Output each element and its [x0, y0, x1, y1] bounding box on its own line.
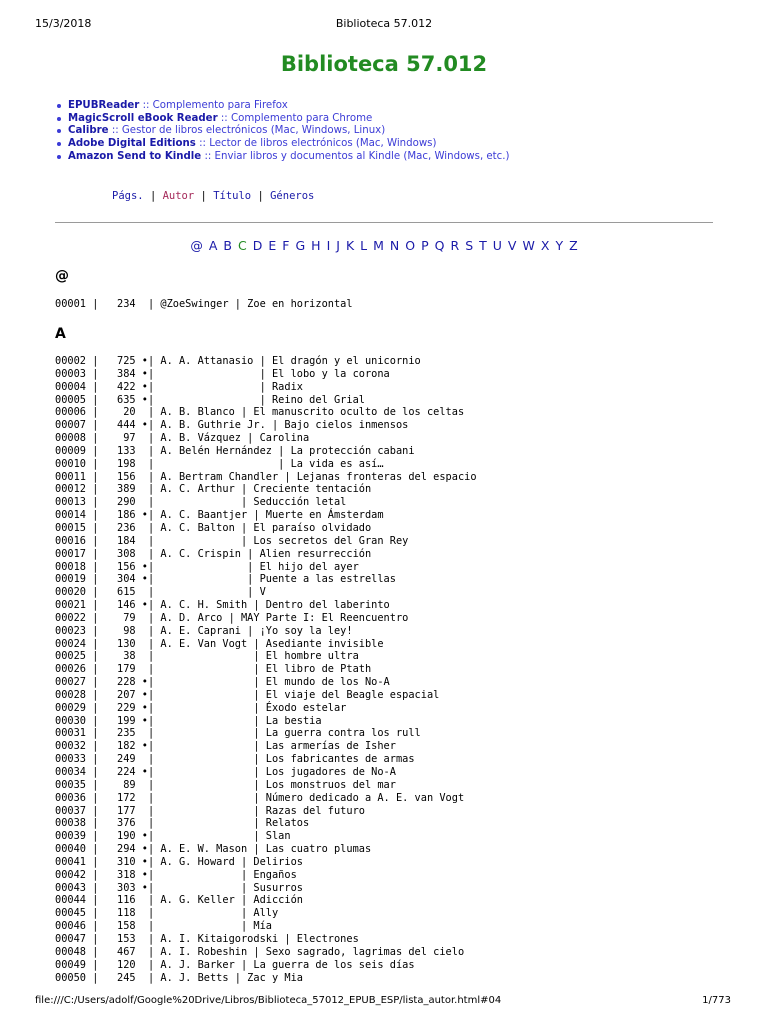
- book-row: 00009 | 133 | A. Belén Hernández | La protección cabani: [55, 444, 415, 457]
- nav-pages-link[interactable]: Págs.: [112, 190, 144, 202]
- alpha-link-m[interactable]: M: [373, 238, 384, 253]
- alpha-link-g[interactable]: G: [295, 238, 306, 253]
- book-row: 00027 | 228 •| | El mundo de los No-A: [55, 676, 390, 689]
- alpha-link-b[interactable]: B: [223, 238, 232, 253]
- alpha-link-v[interactable]: V: [507, 238, 517, 253]
- book-row: 00017 | 308 | A. C. Crispin | Alien resurrección: [55, 547, 372, 560]
- book-row: 00039 | 190 •| | Slan: [55, 830, 291, 843]
- book-row: 00034 | 224 •| | Los jugadores de No-A: [55, 766, 396, 778]
- alpha-link-z[interactable]: Z: [569, 238, 578, 253]
- page-title: Biblioteca 57.012: [280, 52, 488, 76]
- alpha-link-q[interactable]: Q: [434, 238, 445, 253]
- book-row: 00010 | 198 | | La vida es así…: [55, 457, 384, 470]
- section-heading-at: @: [55, 268, 69, 284]
- nav-title-link[interactable]: Título: [213, 190, 252, 202]
- alpha-link-t[interactable]: T: [479, 238, 487, 253]
- alpha-link-n[interactable]: N: [389, 238, 400, 253]
- book-row: 00001 | 234 | @ZoeSwinger | Zoe en horizontal: [55, 298, 353, 310]
- book-row: 00025 | 38 | | El hombre ultra: [55, 650, 359, 663]
- alpha-link-a[interactable]: A: [208, 238, 218, 253]
- book-row: 00007 | 444 •| A. B. Guthrie Jr. | Bajo cielos inmensos: [55, 419, 409, 432]
- book-row: 00016 | 184 | | Los secretos del Gran Rey: [55, 534, 409, 547]
- section-rows-at: [55, 298, 353, 311]
- book-row: 00031 | 235 | | La guerra contra los rull: [55, 727, 421, 740]
- book-row: 00026 | 179 | | El libro de Ptath: [55, 663, 372, 676]
- book-row: 00038 | 376 | | Relatos: [55, 817, 310, 830]
- alpha-link-i[interactable]: I: [326, 238, 331, 253]
- book-row: 00047 | 153 | A. I. Kitaigorodski | Electrones: [55, 932, 359, 945]
- file-path: file:///C:/Users/adolf/Google%20Drive/Libros/Biblioteca_57012_EPUB_ESP/lista_autor.html#04: [35, 995, 502, 1006]
- book-row: 00008 | 97 | A. B. Vázquez | Carolina: [55, 432, 310, 445]
- book-row: 00004 | 422 •| | Radix: [55, 380, 303, 393]
- alpha-link-o[interactable]: O: [405, 238, 416, 253]
- book-row: 00014 | 186 •| A. C. Baantjer | Muerte en Ámsterdam: [55, 509, 384, 522]
- alpha-link-c[interactable]: C: [237, 238, 247, 253]
- alpha-link-f[interactable]: F: [282, 238, 290, 253]
- book-row: 00032 | 182 •| | Las armerías de Isher: [55, 740, 396, 753]
- page-counter: 1/773: [702, 995, 731, 1006]
- reader-links-list: [55, 100, 510, 164]
- book-row: 00041 | 310 •| A. G. Howard | Delirios: [55, 855, 303, 868]
- book-row: 00050 | 245 | A. J. Betts | Zac y Mia: [55, 971, 303, 984]
- book-row: 00018 | 156 •| | El hijo del ayer: [55, 560, 359, 573]
- nav-genres-link[interactable]: Géneros: [270, 190, 315, 202]
- book-row: 00020 | 615 | | V: [55, 586, 266, 599]
- print-doc-title: Biblioteca 57.012: [335, 17, 433, 30]
- link-item-adobe-digital-editions[interactable]: Adobe Digital Editions :: Lector de libros electrónicos (Mac, Windows): [55, 138, 510, 151]
- book-row: 00046 | 158 | | Mía: [55, 920, 272, 933]
- book-row: 00037 | 177 | | Razas del futuro: [55, 804, 365, 817]
- alpha-link-w[interactable]: W: [522, 238, 535, 253]
- book-row: 00023 | 98 | A. E. Caprani | ¡Yo soy la ley!: [55, 624, 353, 637]
- alpha-link-at[interactable]: @: [190, 238, 203, 253]
- alpha-link-j[interactable]: J: [336, 238, 340, 253]
- book-row: 00040 | 294 •| A. E. W. Mason | Las cuatro plumas: [55, 843, 372, 856]
- nav-separator: |: [149, 190, 157, 202]
- book-row: 00013 | 290 | | Seducción letal: [55, 496, 347, 509]
- nav-author-link[interactable]: Autor: [162, 190, 195, 202]
- link-item-epubreader[interactable]: EPUBReader :: Complemento para Firefox: [55, 100, 510, 113]
- book-row: 00049 | 120 | A. J. Barker | La guerra de los seis días: [55, 958, 415, 971]
- book-row: 00005 | 635 •| | Reino del Grial: [55, 393, 365, 406]
- alpha-link-s[interactable]: S: [465, 238, 474, 253]
- book-row: 00043 | 303 •| | Susurros: [55, 881, 303, 894]
- book-row: 00035 | 89 | | Los monstruos del mar: [55, 778, 396, 791]
- book-row: 00002 | 725 •| A. A. Attanasio | El dragón y el unicornio: [55, 355, 421, 367]
- alpha-link-u[interactable]: U: [492, 238, 502, 253]
- book-row: 00019 | 304 •| | Puente a las estrellas: [55, 573, 396, 586]
- section-heading-a: A: [55, 326, 66, 342]
- book-row: 00048 | 467 | A. I. Robeshin | Sexo sagrado, lagrimas del cielo: [55, 945, 465, 958]
- nav-separator: |: [200, 190, 207, 202]
- alpha-link-r[interactable]: R: [450, 238, 460, 253]
- alphabet-index: [0, 238, 768, 253]
- alpha-link-y[interactable]: Y: [555, 238, 564, 253]
- book-row: 00033 | 249 | | Los fabricantes de armas: [55, 753, 415, 766]
- alpha-link-e[interactable]: E: [268, 238, 277, 253]
- section-rows-a: [55, 355, 477, 984]
- link-item-calibre[interactable]: Calibre :: Gestor de libros electrónicos (Mac, Windows, Linux): [55, 125, 510, 138]
- book-row: 00030 | 199 •| | La bestia: [55, 714, 322, 727]
- book-row: 00036 | 172 | | Número dedicado a A. E. van Vogt: [55, 791, 465, 804]
- alpha-link-x[interactable]: X: [540, 238, 550, 253]
- book-row: 00028 | 207 •| | El viaje del Beagle espacial: [55, 688, 440, 701]
- link-item-amazon-send-to-kindle[interactable]: Amazon Send to Kindle :: Enviar libros y documentos al Kindle (Mac, Windows, etc.): [55, 151, 510, 164]
- book-row: 00015 | 236 | A. C. Balton | El paraíso olvidado: [55, 521, 372, 534]
- book-row: 00045 | 118 | | Ally: [55, 907, 279, 920]
- alpha-link-d[interactable]: D: [252, 238, 263, 253]
- alpha-link-k[interactable]: K: [345, 238, 355, 253]
- book-row: 00042 | 318 •| | Engaños: [55, 868, 297, 881]
- print-date: 15/3/2018: [35, 17, 92, 30]
- book-row: 00006 | 20 | A. B. Blanco | El manuscrito oculto de los celtas: [55, 406, 465, 419]
- book-row: 00024 | 130 | A. E. Van Vogt | Asediante invisible: [55, 637, 384, 650]
- book-row: 00021 | 146 •| A. C. H. Smith | Dentro del laberinto: [55, 599, 390, 612]
- book-row: 00029 | 229 •| | Éxodo estelar: [55, 701, 347, 714]
- book-row: 00022 | 79 | A. D. Arco | MAY Parte I: El Reencuentro: [55, 611, 409, 624]
- alpha-link-l[interactable]: L: [360, 238, 368, 253]
- book-row: 00044 | 116 | A. G. Keller | Adicción: [55, 894, 303, 907]
- index-nav: [112, 190, 314, 202]
- alpha-link-p[interactable]: P: [421, 238, 429, 253]
- book-row: 00003 | 384 •| | El lobo y la corona: [55, 367, 390, 380]
- divider: [55, 222, 713, 223]
- nav-separator: |: [257, 190, 264, 202]
- link-item-magicscroll[interactable]: MagicScroll eBook Reader :: Complemento para Chrome: [55, 113, 510, 126]
- alpha-link-h[interactable]: H: [311, 238, 321, 253]
- book-row: 00012 | 389 | A. C. Arthur | Creciente tentación: [55, 483, 372, 496]
- book-row: 00011 | 156 | A. Bertram Chandler | Lejanas fronteras del espacio: [55, 470, 477, 483]
